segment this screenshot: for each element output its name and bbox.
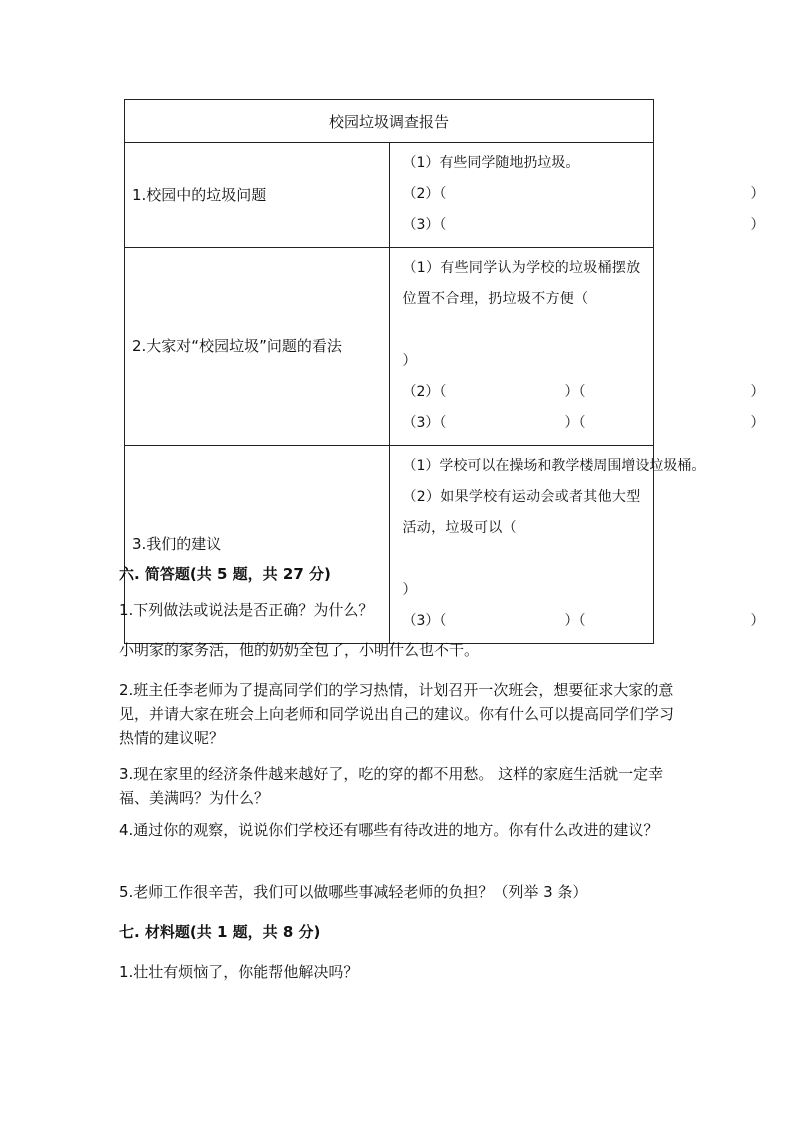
item-text: （1）有些同学随地扔垃圾。 (402, 155, 580, 171)
blank-open: （2）（ (402, 384, 447, 400)
item-text: （2）如果学校有运动会或者其他大型活动，垃圾可以（ (402, 489, 641, 536)
section6-heading: 六. 简答题(共 5 题，共 27 分) (119, 565, 331, 583)
material-question-1: 1.壮壮有烦恼了，你能帮他解决吗？ (119, 963, 359, 981)
question-1-material: 小明家的家务活，他的奶奶全包了，小明什么也不干。 (119, 641, 480, 659)
row-content-garbage-problems (389, 143, 765, 248)
blank-separator: ）（ (564, 613, 586, 629)
blank-open: （3）（ (402, 415, 447, 431)
blank-close: ） (750, 217, 765, 233)
report-title: 校园垃圾调查报告 (125, 100, 654, 143)
question-3: 3.现在家里的经济条件越来越好了，吃的穿的都不用愁。 这样的家庭生活就一定幸福、美满吗？为什么？ (119, 765, 664, 807)
blank-separator: ）（ (564, 384, 586, 400)
question-2: 2.班主任李老师为了提高同学们的学习热情，计划召开一次班会，想要征求大家的意见，并请大家在班会上向老师和同学说出自己的建议。你有什么可以提高同学们学习热情的建议呢？ (119, 681, 675, 747)
question-5: 5.老师工作很辛苦，我们可以做哪些事减轻老师的负担？（列举 3 条） (119, 883, 588, 901)
blank-close: ） (750, 186, 765, 202)
item-text-with-blank[interactable] (403, 253, 648, 377)
blank-line[interactable] (402, 210, 765, 241)
question-4: 4.通过你的观察，说说你们学校还有哪些有待改进的地方。你有什么改进的建议？ (119, 821, 659, 839)
blank-close: ） (402, 353, 417, 369)
blank-line[interactable] (402, 179, 765, 210)
blank-close: ） (402, 582, 417, 598)
item-text: （1）学校可以在操场和教学楼周围增设垃圾桶。 (402, 458, 706, 474)
blank-close: ） (750, 384, 765, 400)
question-1: 1.下列做法或说法是否正确？为什么？ (119, 601, 374, 619)
blank-open: （2）（ (402, 186, 447, 202)
blank-separator: ）（ (564, 415, 586, 431)
row-label-garbage-problems: 1.校园中的垃圾问题 (125, 143, 390, 248)
row-content-opinions (389, 248, 765, 446)
row-label-suggestions: 3.我们的建议 (125, 446, 390, 644)
blank-open: （3）（ (402, 613, 447, 629)
double-blank-line[interactable] (402, 408, 765, 439)
blank-close: ） (750, 415, 765, 431)
row-label-opinions: 2.大家对“校园垃圾”问题的看法 (125, 248, 390, 446)
blank-open: （3）（ (402, 217, 447, 233)
section7-heading: 七. 材料题(共 1 题，共 8 分) (119, 923, 321, 941)
double-blank-line[interactable] (402, 377, 765, 408)
item-text-with-blank[interactable] (403, 482, 648, 606)
item-text: （1）有些同学认为学校的垃圾桶摆放位置不合理，扔垃圾不方便（ (402, 260, 641, 307)
blank-close: ） (750, 613, 765, 629)
